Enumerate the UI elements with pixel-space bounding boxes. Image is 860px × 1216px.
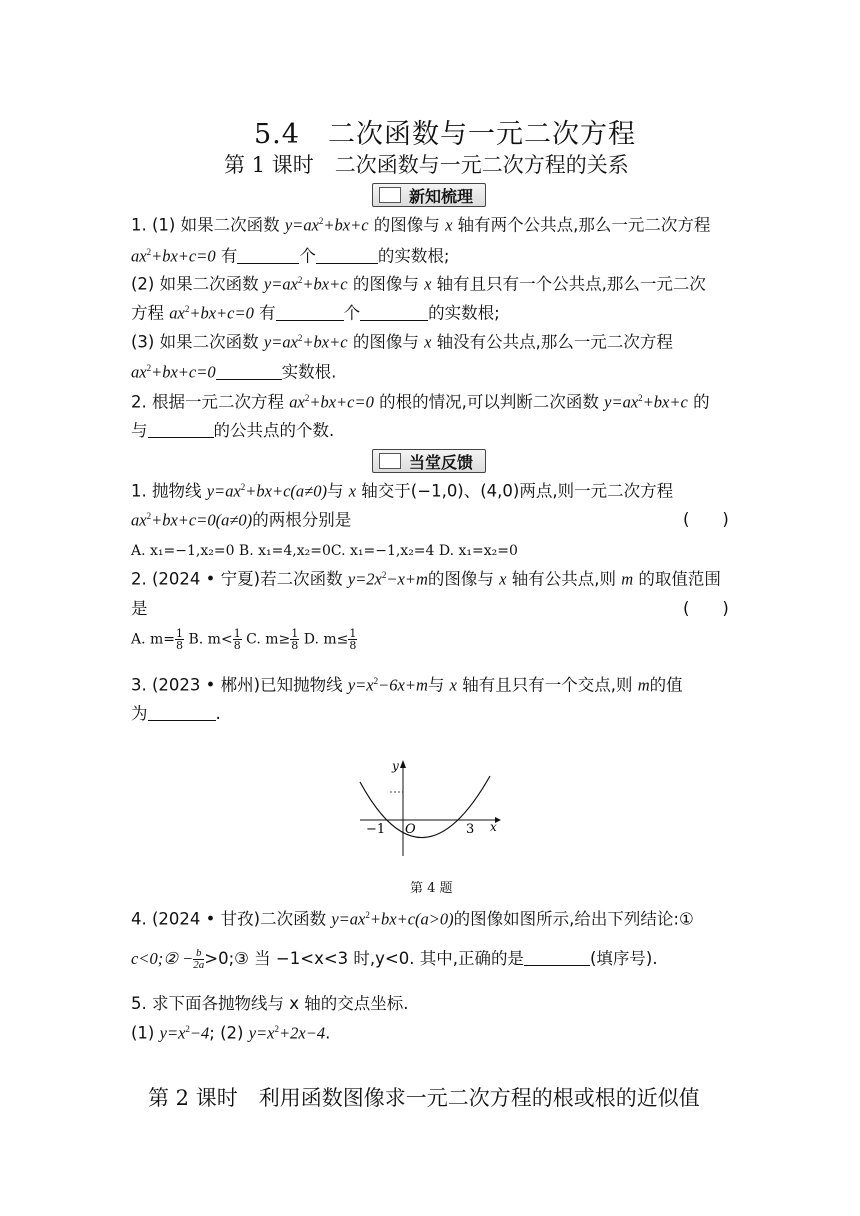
knowledge-line-4: 方程 $ax^2+bx+c=0$ 有 个 的实数根; bbox=[131, 303, 500, 323]
question-4-line-1: 4. (2024 • 甘孜)二次函数 $y=ax^2+bx+c(a>0)$的图像如图所示,给出下列结论:① bbox=[131, 909, 694, 929]
answer-paren[interactable]: ( ) bbox=[683, 510, 729, 529]
graph-caption: 第 4 题 bbox=[410, 881, 453, 896]
knowledge-line-1: 1. (1) 如果二次函数 $y=ax^2+bx+c$ 的图像与 x 轴有两个公共点,那么一元二次方程 bbox=[131, 215, 711, 235]
lesson2-title: 第 2 课时 利用函数图像求一元二次方程的根或根的近似值 bbox=[148, 1086, 700, 1110]
knowledge-line-3: (2) 如果二次函数 $y=ax^2+bx+c$ 的图像与 x 轴有且只有一个公共点,那么一元二次 bbox=[131, 274, 706, 294]
parabola-graph bbox=[355, 756, 505, 860]
answer-blank[interactable] bbox=[237, 249, 299, 264]
lesson1-title: 第 1 课时 二次函数与一元二次方程的关系 bbox=[224, 153, 629, 177]
question-1-line-1: 1. 抛物线 $y=ax^2+bx+c(a\ne 0)$与 x 轴交于(−1,0)、(4,0)两点,则一元二次方程 bbox=[131, 481, 674, 501]
answer-blank[interactable] bbox=[276, 306, 344, 321]
answer-blank[interactable] bbox=[360, 306, 428, 321]
section-badge-label: 新知梳理 bbox=[409, 186, 474, 206]
answer-blank[interactable] bbox=[316, 249, 378, 264]
question-2-line-2: 是 bbox=[131, 599, 148, 618]
question-4-line-2: c<0;② − $\frac{b}{2a}$ >0;③ 当 −1<x<3 时,y<0. 其中,正确的是 (填序号). bbox=[131, 947, 658, 971]
book-icon bbox=[379, 187, 401, 203]
question-1-options: A. x₁=−1,x₂=0 B. x₁=4,x₂=0C. x₁=−1,x₂=4 D. x₁=x₂=0 bbox=[131, 543, 518, 559]
pencil-icon bbox=[379, 453, 401, 469]
question-3-line-1: 3. (2023 • 郴州)已知抛物线 $y=x^2-6x+m$与 x 轴有且只有一个交点,则 m的值 bbox=[131, 675, 683, 695]
knowledge-line-7: 2. 根据一元二次方程 $ax^2+bx+c=0$ 的根的情况,可以判断二次函数 $y=ax^2+bx+c$ 的 bbox=[131, 392, 710, 412]
answer-blank[interactable] bbox=[148, 706, 216, 721]
x-axis-label: x bbox=[490, 820, 497, 834]
section-badge-feedback bbox=[372, 449, 486, 473]
question-1-line-2: $ax^2+bx+c=0(a\ne 0)$的两根分别是 bbox=[131, 510, 352, 530]
tick-label-pos: 3 bbox=[466, 822, 475, 837]
tick-label-neg: −1 bbox=[366, 822, 386, 837]
knowledge-line-5: (3) 如果二次函数 $y=ax^2+bx+c$ 的图像与 x 轴没有公共点,那么一元二次方程 bbox=[131, 332, 673, 352]
origin-label: O bbox=[405, 822, 416, 837]
section-badge-new-knowledge bbox=[372, 183, 486, 207]
section-badge-label: 当堂反馈 bbox=[409, 452, 474, 472]
y-axis-arrow bbox=[400, 760, 406, 768]
question-5-line-1: 5. 求下面各抛物线与 x 轴的交点坐标. bbox=[131, 994, 409, 1013]
question-2-options: A. m= $\frac{1}{8}$ B. m< $\frac{1}{8}$ C. m≥ $\frac{1}{8}$ D. m≤ $\frac{1}{8}$ bbox=[131, 627, 357, 652]
knowledge-line-8: 与 的公共点的个数. bbox=[131, 421, 335, 440]
question-5-line-2: (1) $y=x^2-4$; (2) $y=x^2+2x-4$. bbox=[131, 1023, 331, 1043]
answer-paren[interactable]: ( ) bbox=[683, 599, 729, 618]
answer-blank[interactable] bbox=[148, 423, 214, 438]
page-title: 5.4 二次函数与一元二次方程 bbox=[254, 119, 636, 150]
question-2-line-1: 2. (2024 • 宁夏)若二次函数 $y=2x^2-x+m$的图像与 x 轴有公共点,则 m 的取值范围 bbox=[131, 569, 721, 589]
knowledge-line-2: $ax^2+bx+c=0$ 有 个 的实数根; bbox=[131, 246, 450, 266]
y-axis-label: y bbox=[392, 759, 399, 773]
answer-blank[interactable] bbox=[216, 365, 282, 380]
knowledge-line-6: $ax^2+bx+c=0$ 实数根. bbox=[131, 362, 337, 382]
answer-blank[interactable] bbox=[524, 951, 590, 966]
question-3-line-2: 为 . bbox=[131, 704, 221, 723]
